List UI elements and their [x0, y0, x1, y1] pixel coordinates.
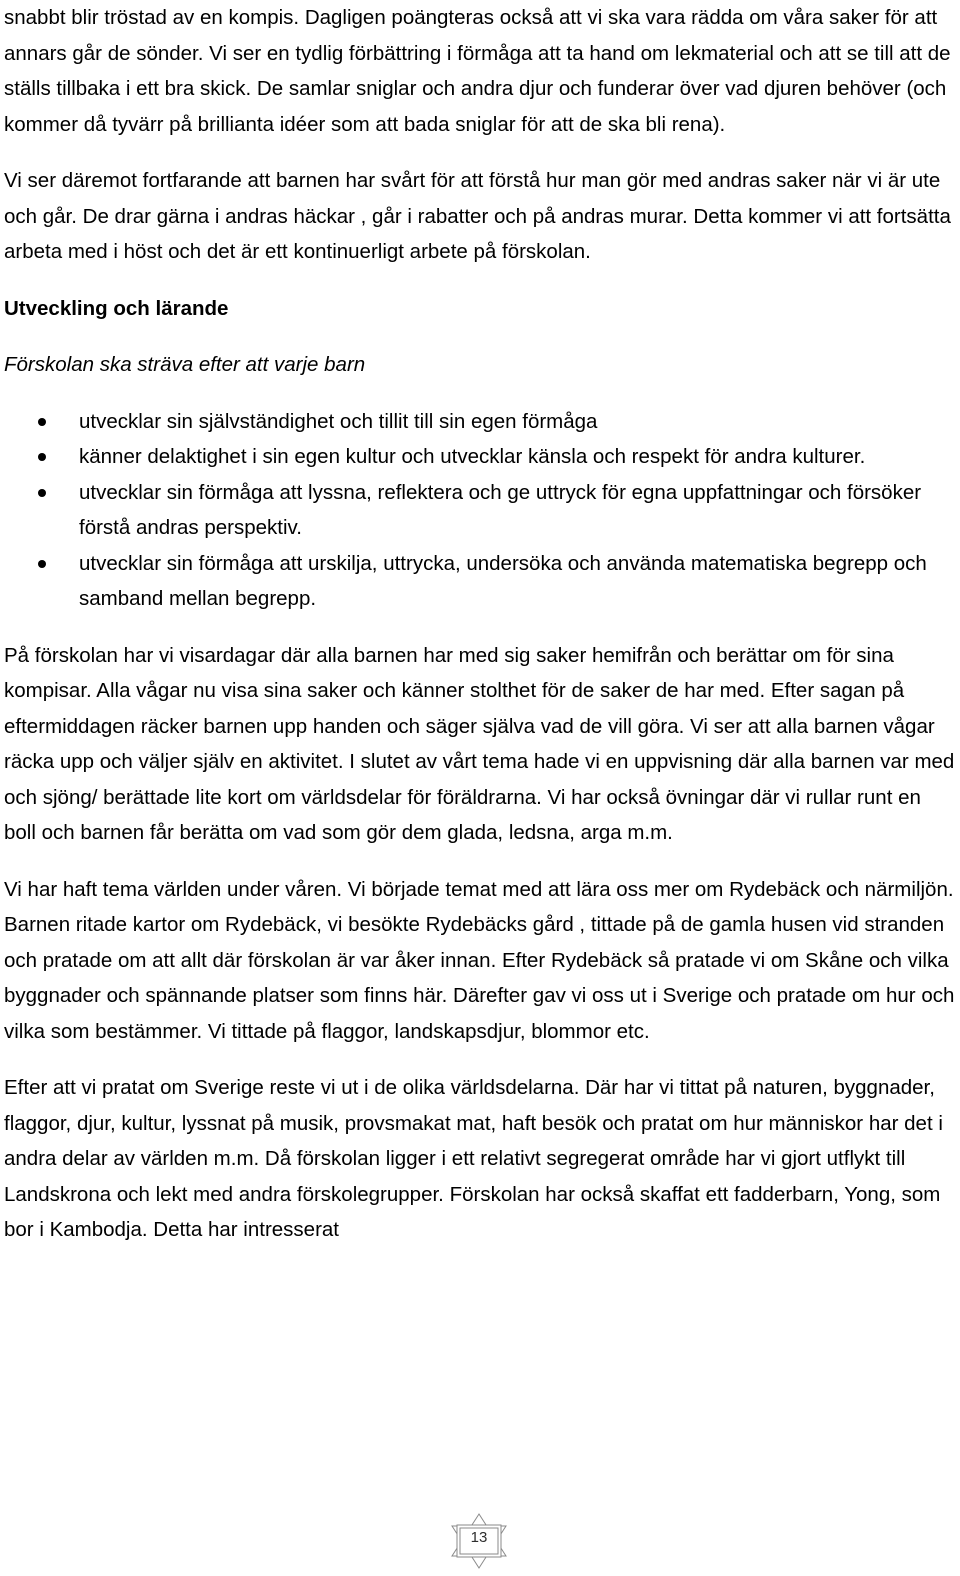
goal-item: [4, 475, 956, 546]
section-heading: Utveckling och lärande: [4, 296, 229, 320]
bullet-icon: [38, 418, 46, 426]
goal-text: utvecklar sin förmåga att lyssna, reflektera och ge uttryck för egna uppfattningar och försöker förstå andras perspektiv.: [79, 480, 922, 539]
bullet-icon: [38, 560, 46, 568]
goal-text: utvecklar sin självständighet och tillit till sin egen förmåga: [79, 409, 598, 433]
goal-item: [4, 439, 956, 475]
goal-item: [4, 404, 956, 440]
goal-item: [4, 546, 956, 617]
goal-text: känner delaktighet i sin egen kultur och utvecklar känsla och respekt för andra kulturer.: [79, 445, 866, 468]
document-page: [4, 0, 956, 1248]
paragraph-world-theme: Vi har haft tema världen under våren. Vi började temat med att lära oss mer om Rydebäck och närmiljön. Barnen ritade kartor om Rydebäck, vi besökte Rydebäcks gård , tittade på de gamla husen vid stranden och pratade om att allt där förskolan är var åker innan. Efter Rydebäck så pratade vi om Skåne och vilka byggnader och spännande platser som finns här. Därefter gav vi oss ut i Sverige och pratade om hur och vilka som bestämmer. Vi tittade på flaggor, landskapsdjur, blommor etc.: [4, 877, 955, 1043]
page-number-badge: [448, 1512, 510, 1570]
bullet-icon: [38, 489, 46, 497]
paragraph-children-behavior: Vi ser däremot fortfarande att barnen har svårt för att förstå hur man gör med andras saker när vi är ute och går. De drar gärna i andras häckar , går i rabatter och på andras murar. Detta kommer vi att fortsätta arbeta med i höst och det är ett kontinuerligt arbete på förskolan.: [4, 169, 951, 263]
continued-paragraph: snabbt blir tröstad av en kompis. Dagligen poängteras också att vi ska vara rädda om våra saker för att annars går de sönder. Vi ser en tydlig förbättring i förmåga att ta hand om lekmaterial och att se till att de ställs tillbaka i ett bra skick. De samlar sniglar och andra djur och funderar över vad djuren behöver (och kommer då tyvärr på brillianta idéer som att bada sniglar för att de ska bli rena).: [4, 6, 951, 136]
goals-list: [4, 404, 956, 617]
paragraph-world-continents: Efter att vi pratat om Sverige reste vi ut i de olika världsdelarna. Där har vi tittat på naturen, byggnader, flaggor, djur, kultur, lyssnat på musik, provsmakat mat, haft besök och pratat om hur människor har det i andra delar av världen m.m. Då förskolan ligger i ett relativt segregerat område har vi gjort utflykt till Landskrona och lekt med andra förskolegrupper. Förskolan har också skaffat ett fadderbarn, Yong, som bor i Kambodja. Detta har intresserat: [4, 1076, 943, 1241]
paragraph-show-days: På förskolan har vi visardagar där alla barnen har med sig saker hemifrån och berättar om för sina kompisar. Alla vågar nu visa sina saker och känner stolthet för de saker de har med. Efter sagan på eftermiddagen räcker barnen upp handen och säger själva vad de vill göra. Vi ser att alla barnen vågar räcka upp och väljer själv en aktivitet. I slutet av vårt tema hade vi en uppvisning där alla barnen var med och sjöng/ berättade lite kort om världsdelar för föräldrarna. Vi har också övningar där vi rullar runt en boll och barnen får berätta om vad som gör dem glada, ledsna, arga m.m.: [4, 643, 955, 844]
goal-text: utvecklar sin förmåga att urskilja, uttrycka, undersöka och använda matematiska begrepp och samband mellan begrepp.: [79, 551, 927, 610]
page-number: 13: [470, 1529, 488, 1546]
section-subheading: Förskolan ska sträva efter att varje barn: [4, 353, 366, 376]
bullet-icon: [38, 453, 46, 461]
